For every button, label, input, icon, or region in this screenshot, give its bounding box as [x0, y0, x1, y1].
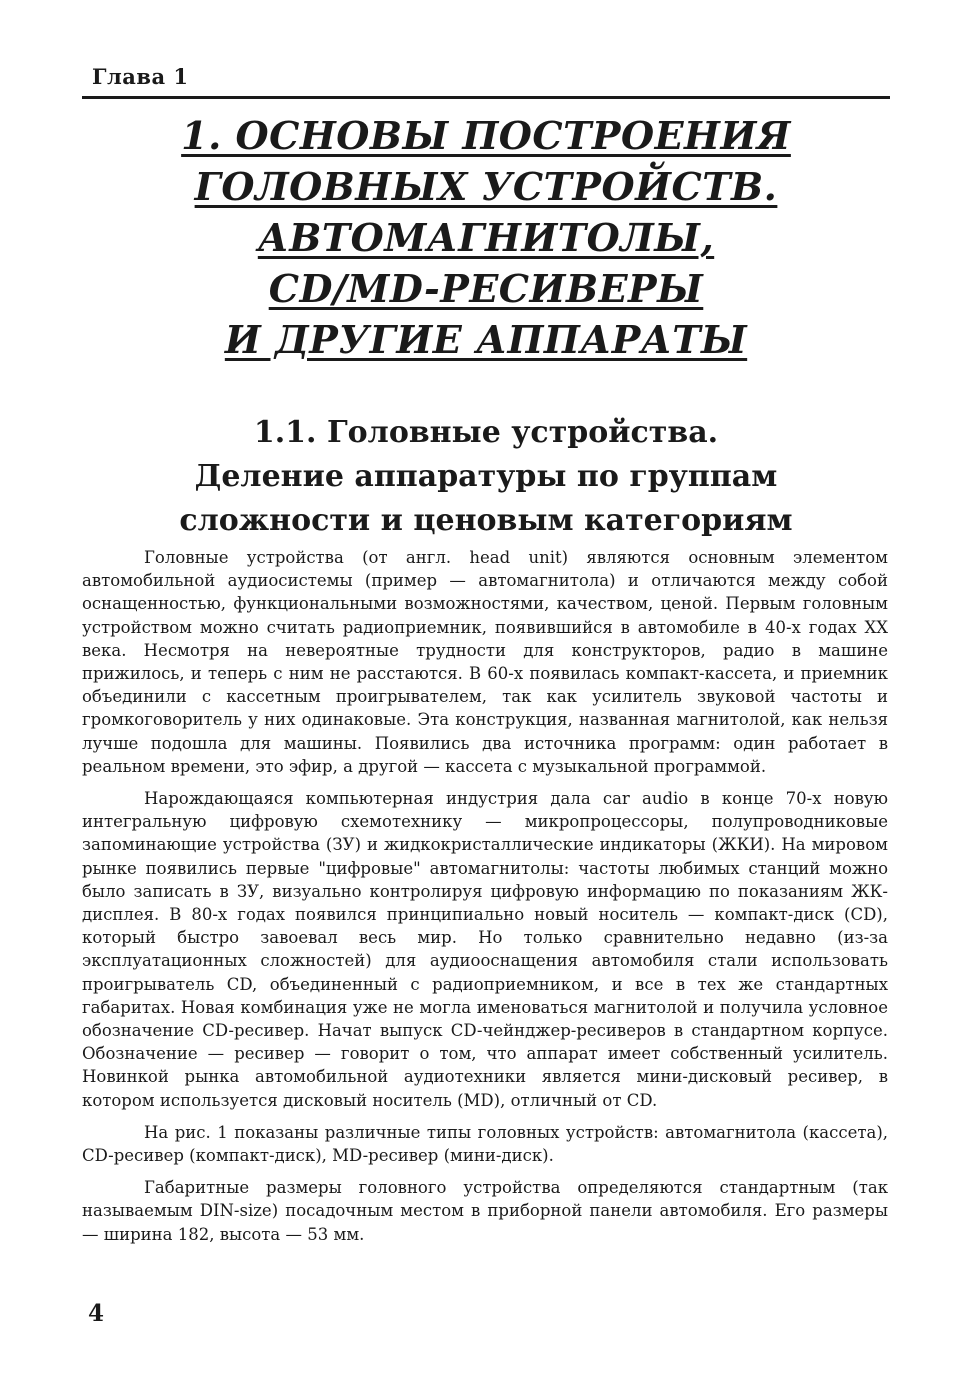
running-head — [82, 62, 890, 99]
page-number: 4 — [88, 1300, 105, 1327]
paragraph: Габаритные размеры головного устройства определяются стандартным (так называемым DIN-size) посадочным местом в приборной панели автомобиля. Его размеры — ширина 182, высота — 53 мм. — [82, 1178, 888, 1244]
body-text — [82, 546, 888, 1255]
section-title-line: 1.1. Головные устройства. — [253, 415, 719, 450]
section-title-line: Деление аппаратуры по группам — [194, 459, 778, 494]
chapter-title-line: И ДРУГИЕ АППАРАТЫ — [224, 317, 748, 362]
chapter-title — [82, 110, 890, 365]
section-title-line: сложности и ценовым категориям — [179, 503, 793, 538]
paragraph: Нарождающаяся компьютерная индустрия дала car audio в конце 70-х новую интегральную цифровую схемотехнику — микропроцессоры, полупроводниковые запоминающие устройства (ЗУ) и жидкокристаллические индикаторы (ЖКИ). На мировом рынке появились первые "цифровые" автомагнитолы: частоты любимых станций можно было записать в ЗУ, визуально контролируя цифровую информацию по показаниям ЖК-дисплея. В 80-х годах появился принципиально новый носитель — компакт-диск (CD), который быстро завоевал весь мир. Но только сравнительно недавно (из-за эксплуатационных сложностей) для аудиооснащения автомобиля стали использовать проигрыватель CD, объединенный с радиоприемником, и все в тех же стандартных габаритах. Новая комбинация уже не могла именоваться магнитолой и получила условное обозначение CD-ресивер. Начат выпуск CD-чейнджер-ресиверов в стандартном корпусе. Обозначение — ресивер — говорит о том, что аппарат имеет собственный усилитель. Новинкой рынка автомобильной аудиотехники является мини-дисковый ресивер, в котором используется дисковый носитель (MD), отличный от CD. — [82, 789, 888, 1110]
paragraph: На рис. 1 показаны различные типы головных устройств: автомагнитола (кассета), CD-ресивер (компакт-диск), MD-ресивер (мини-диск). — [82, 1122, 888, 1166]
running-head-label: Глава 1 — [92, 64, 189, 89]
chapter-title-line: ГОЛОВНЫХ УСТРОЙСТВ. — [194, 164, 778, 209]
paragraph: Головные устройства (от англ. head unit) являются основным элементом автомобильной аудиосистемы (пример — автомагнитола) и отличаются между собой оснащенностью, функциональными возможностями, качеством, ценой. Первым головным устройством можно считать радиоприемник, появившийся в автомобиле в 40-х годах XX века. Несмотря на невероятные трудности для конструкторов, радио в машине прижилось, и теперь с ним не расстаются. В 60-х появилась компакт-кассета, и приемник объединили с кассетным проигрывателем, так как усилитель звуковой частоты и громкоговоритель у них одинаковые. Эта конструкция, названная магнитолой, как нельзя лучше подошла для машины. Появились два источника программ: один работает в реальном времени, это эфир, а другой — кассета с музыкальной программой. — [82, 548, 888, 776]
section-title — [82, 411, 890, 543]
chapter-title-line: CD/MD-РЕСИВЕРЫ — [268, 266, 704, 311]
chapter-title-line: АВТОМАГНИТОЛЫ, — [257, 215, 715, 260]
chapter-title-line: 1. ОСНОВЫ ПОСТРОЕНИЯ — [181, 113, 791, 158]
